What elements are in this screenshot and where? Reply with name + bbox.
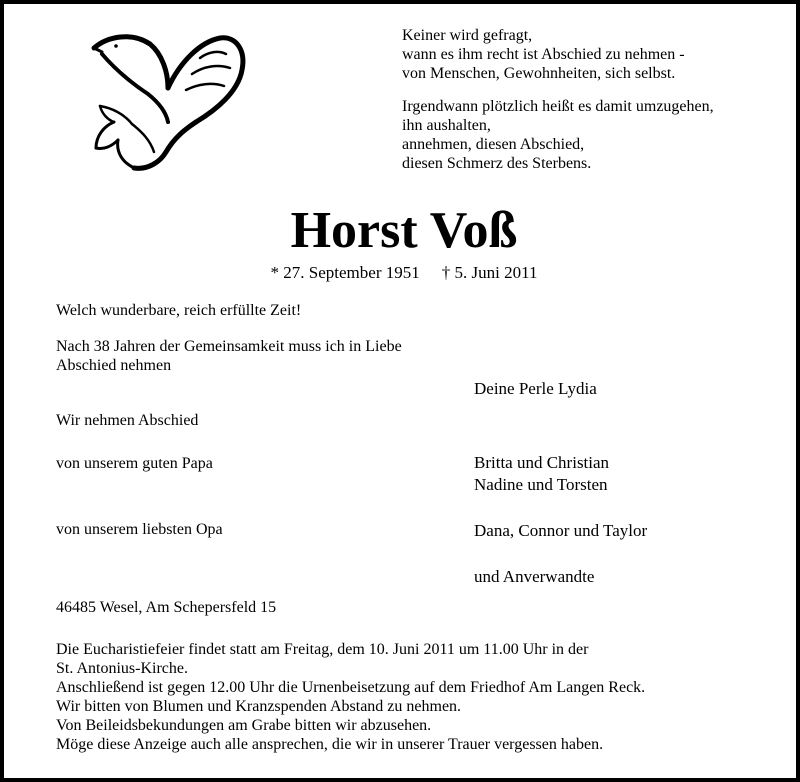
poem-line: Keiner wird gefragt, bbox=[402, 27, 533, 44]
together-text: Nach 38 Jahren der Gemeinsamkeit muss ich in Liebe Abschied nehmen bbox=[56, 338, 402, 374]
address-text: 46485 Wesel, Am Schepersfeld 15 bbox=[56, 599, 277, 616]
papa-text: von unserem guten Papa bbox=[56, 455, 213, 472]
dove-icon bbox=[88, 22, 248, 174]
poem-stanza-2 bbox=[402, 97, 714, 173]
poem-line: von Menschen, Gewohnheiten, sich selbst. bbox=[402, 65, 676, 82]
footer-line: Möge diese Anzeige auch alle ansprechen, die wir in unserer Trauer vergessen haben. bbox=[56, 736, 604, 753]
poem-line: diesen Schmerz des Sterbens. bbox=[402, 155, 592, 172]
birth-date: * 27. September 1951 bbox=[270, 263, 420, 282]
opa-text: von unserem liebsten Opa bbox=[56, 521, 223, 538]
poem-line: Irgendwann plötzlich heißt es damit umzugehen, bbox=[402, 98, 714, 115]
footer-line: Anschließend ist gegen 12.00 Uhr die Urnenbeisetzung auf dem Friedhof Am Langen Reck. bbox=[56, 679, 646, 696]
farewell-text: Wir nehmen Abschied bbox=[56, 412, 199, 429]
footer-line: Von Beileidsbekundungen am Grabe bitten wir abzusehen. bbox=[56, 717, 432, 734]
footer-line: Wir bitten von Blumen und Kranzspenden Abstand zu nehmen. bbox=[56, 698, 462, 715]
children-signature: Britta und Christian Nadine und Torsten bbox=[474, 453, 610, 494]
poem-line: ihn aushalten, bbox=[402, 117, 491, 134]
relatives-signature: und Anverwandte bbox=[474, 567, 595, 586]
footer-line: Die Eucharistiefeier findet statt am Freitag, dem 10. Juni 2011 um 11.00 Uhr in der bbox=[56, 641, 589, 658]
death-date: † 5. Juni 2011 bbox=[441, 263, 538, 282]
deceased-name: Horst Voß bbox=[290, 202, 518, 259]
poem-stanza-1 bbox=[402, 26, 685, 83]
service-information bbox=[56, 640, 645, 754]
intro-text: Welch wunderbare, reich erfüllte Zeit! bbox=[56, 302, 302, 319]
wife-signature: Deine Perle Lydia bbox=[474, 379, 597, 398]
grandchildren-signature: Dana, Connor und Taylor bbox=[474, 521, 648, 540]
poem-line: annehmen, diesen Abschied, bbox=[402, 136, 585, 153]
footer-line: St. Antonius-Kirche. bbox=[56, 660, 188, 677]
poem-line: wann es ihm recht ist Abschied zu nehmen - bbox=[402, 46, 685, 63]
life-dates bbox=[4, 263, 800, 283]
